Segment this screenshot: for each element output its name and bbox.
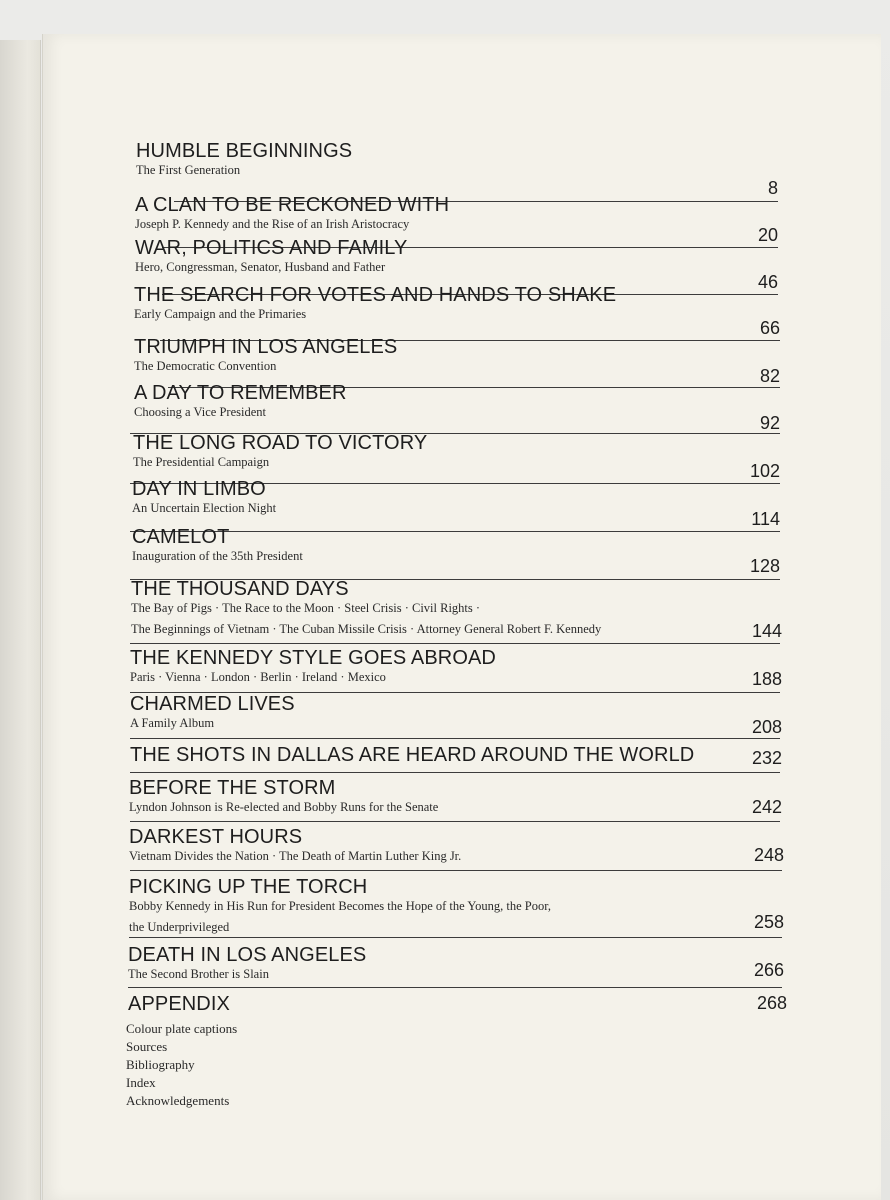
chapter-subtitle: The Beginnings of Vietnam · The Cuban Missile Crisis · Attorney General Robert F. Kennedy xyxy=(131,622,602,636)
chapter-title: BEFORE THE STORM xyxy=(129,777,336,799)
page-number: 128 xyxy=(749,556,780,576)
chapter-subtitle: Choosing a Vice President xyxy=(134,405,266,419)
page-number: 208 xyxy=(751,717,782,737)
page-number: 82 xyxy=(759,366,780,386)
chapter-subtitle: The First Generation xyxy=(136,163,241,177)
chapter-subtitle: Bobby Kennedy in His Run for President Becomes the Hope of the Young, the Poor, xyxy=(129,899,552,913)
appendix-list xyxy=(126,1020,237,1110)
chapter-subtitle: Early Campaign and the Primaries xyxy=(134,307,307,321)
divider-rule xyxy=(130,772,780,773)
page-number: 248 xyxy=(753,845,784,865)
page-number: 20 xyxy=(757,225,778,245)
page-number: 66 xyxy=(759,318,780,338)
chapter-subtitle: the Underprivileged xyxy=(129,920,230,934)
appendix-item: Index xyxy=(126,1075,156,1090)
chapter-title: CHARMED LIVES xyxy=(130,693,295,715)
page-number: 266 xyxy=(753,960,784,980)
chapter-title: DARKEST HOURS xyxy=(129,826,303,848)
chapter-subtitle: Joseph P. Kennedy and the Rise of an Irish Aristocracy xyxy=(135,217,410,231)
page-number: 242 xyxy=(751,797,782,817)
chapter-subtitle: The Presidential Campaign xyxy=(133,455,270,469)
page-number: 92 xyxy=(759,413,780,433)
chapter-title: TRIUMPH IN LOS ANGELES xyxy=(134,336,398,358)
chapter-subtitle: A Family Album xyxy=(130,716,215,730)
appendix-item: Acknowledgements xyxy=(126,1093,230,1108)
chapter-title: WAR, POLITICS AND FAMILY xyxy=(135,237,408,259)
page-number: 144 xyxy=(751,621,782,641)
chapter-subtitle: Paris · Vienna · London · Berlin · Ireland · Mexico xyxy=(130,670,386,684)
divider-rule xyxy=(129,937,782,938)
divider-rule xyxy=(130,738,780,739)
divider-rule xyxy=(130,870,782,871)
page-number: 258 xyxy=(753,912,784,932)
appendix-item: Bibliography xyxy=(126,1057,195,1072)
appendix-page-number: 268 xyxy=(756,993,787,1013)
appendix-title: APPENDIX xyxy=(128,993,230,1015)
chapter-subtitle: An Uncertain Election Night xyxy=(132,501,277,515)
chapter-subtitle: Inauguration of the 35th President xyxy=(132,549,303,563)
page-number: 232 xyxy=(751,748,782,768)
chapter-subtitle: Hero, Congressman, Senator, Husband and Father xyxy=(135,260,386,274)
chapter-subtitle: Lyndon Johnson is Re-elected and Bobby Runs for the Senate xyxy=(129,800,439,814)
page-number: 188 xyxy=(751,669,782,689)
chapter-title: THE LONG ROAD TO VICTORY xyxy=(133,432,428,454)
chapter-title: THE SHOTS IN DALLAS ARE HEARD AROUND THE WORLD xyxy=(130,744,695,766)
divider-rule xyxy=(130,643,780,644)
page-number: 46 xyxy=(757,272,778,292)
chapter-title: CAMELOT xyxy=(132,526,230,548)
chapter-title: THE KENNEDY STYLE GOES ABROAD xyxy=(130,647,496,669)
appendix-item: Colour plate captions xyxy=(126,1021,238,1036)
divider-rule xyxy=(128,987,782,988)
divider-rule xyxy=(130,821,780,822)
chapter-title: A DAY TO REMEMBER xyxy=(134,382,347,404)
appendix-item: Sources xyxy=(126,1039,168,1054)
page-number: 8 xyxy=(767,178,778,198)
chapter-subtitle: The Second Brother is Slain xyxy=(128,967,269,981)
chapter-title: DEATH IN LOS ANGELES xyxy=(128,944,367,966)
chapter-title: DAY IN LIMBO xyxy=(132,478,266,500)
chapter-subtitle: The Bay of Pigs · The Race to the Moon · Steel Crisis · Civil Rights · xyxy=(131,601,481,615)
chapter-title: HUMBLE BEGINNINGS xyxy=(136,140,353,162)
chapter-title: THE SEARCH FOR VOTES AND HANDS TO SHAKE xyxy=(134,284,617,306)
page-number: 102 xyxy=(749,461,780,481)
chapter-subtitle: The Democratic Convention xyxy=(134,359,277,373)
chapter-title: THE THOUSAND DAYS xyxy=(131,578,349,600)
chapter-title: A CLAN TO BE RECKONED WITH xyxy=(135,194,450,216)
page-number: 114 xyxy=(751,509,780,529)
chapter-subtitle: Vietnam Divides the Nation · The Death of Martin Luther King Jr. xyxy=(129,849,462,863)
chapter-title: PICKING UP THE TORCH xyxy=(129,876,368,898)
